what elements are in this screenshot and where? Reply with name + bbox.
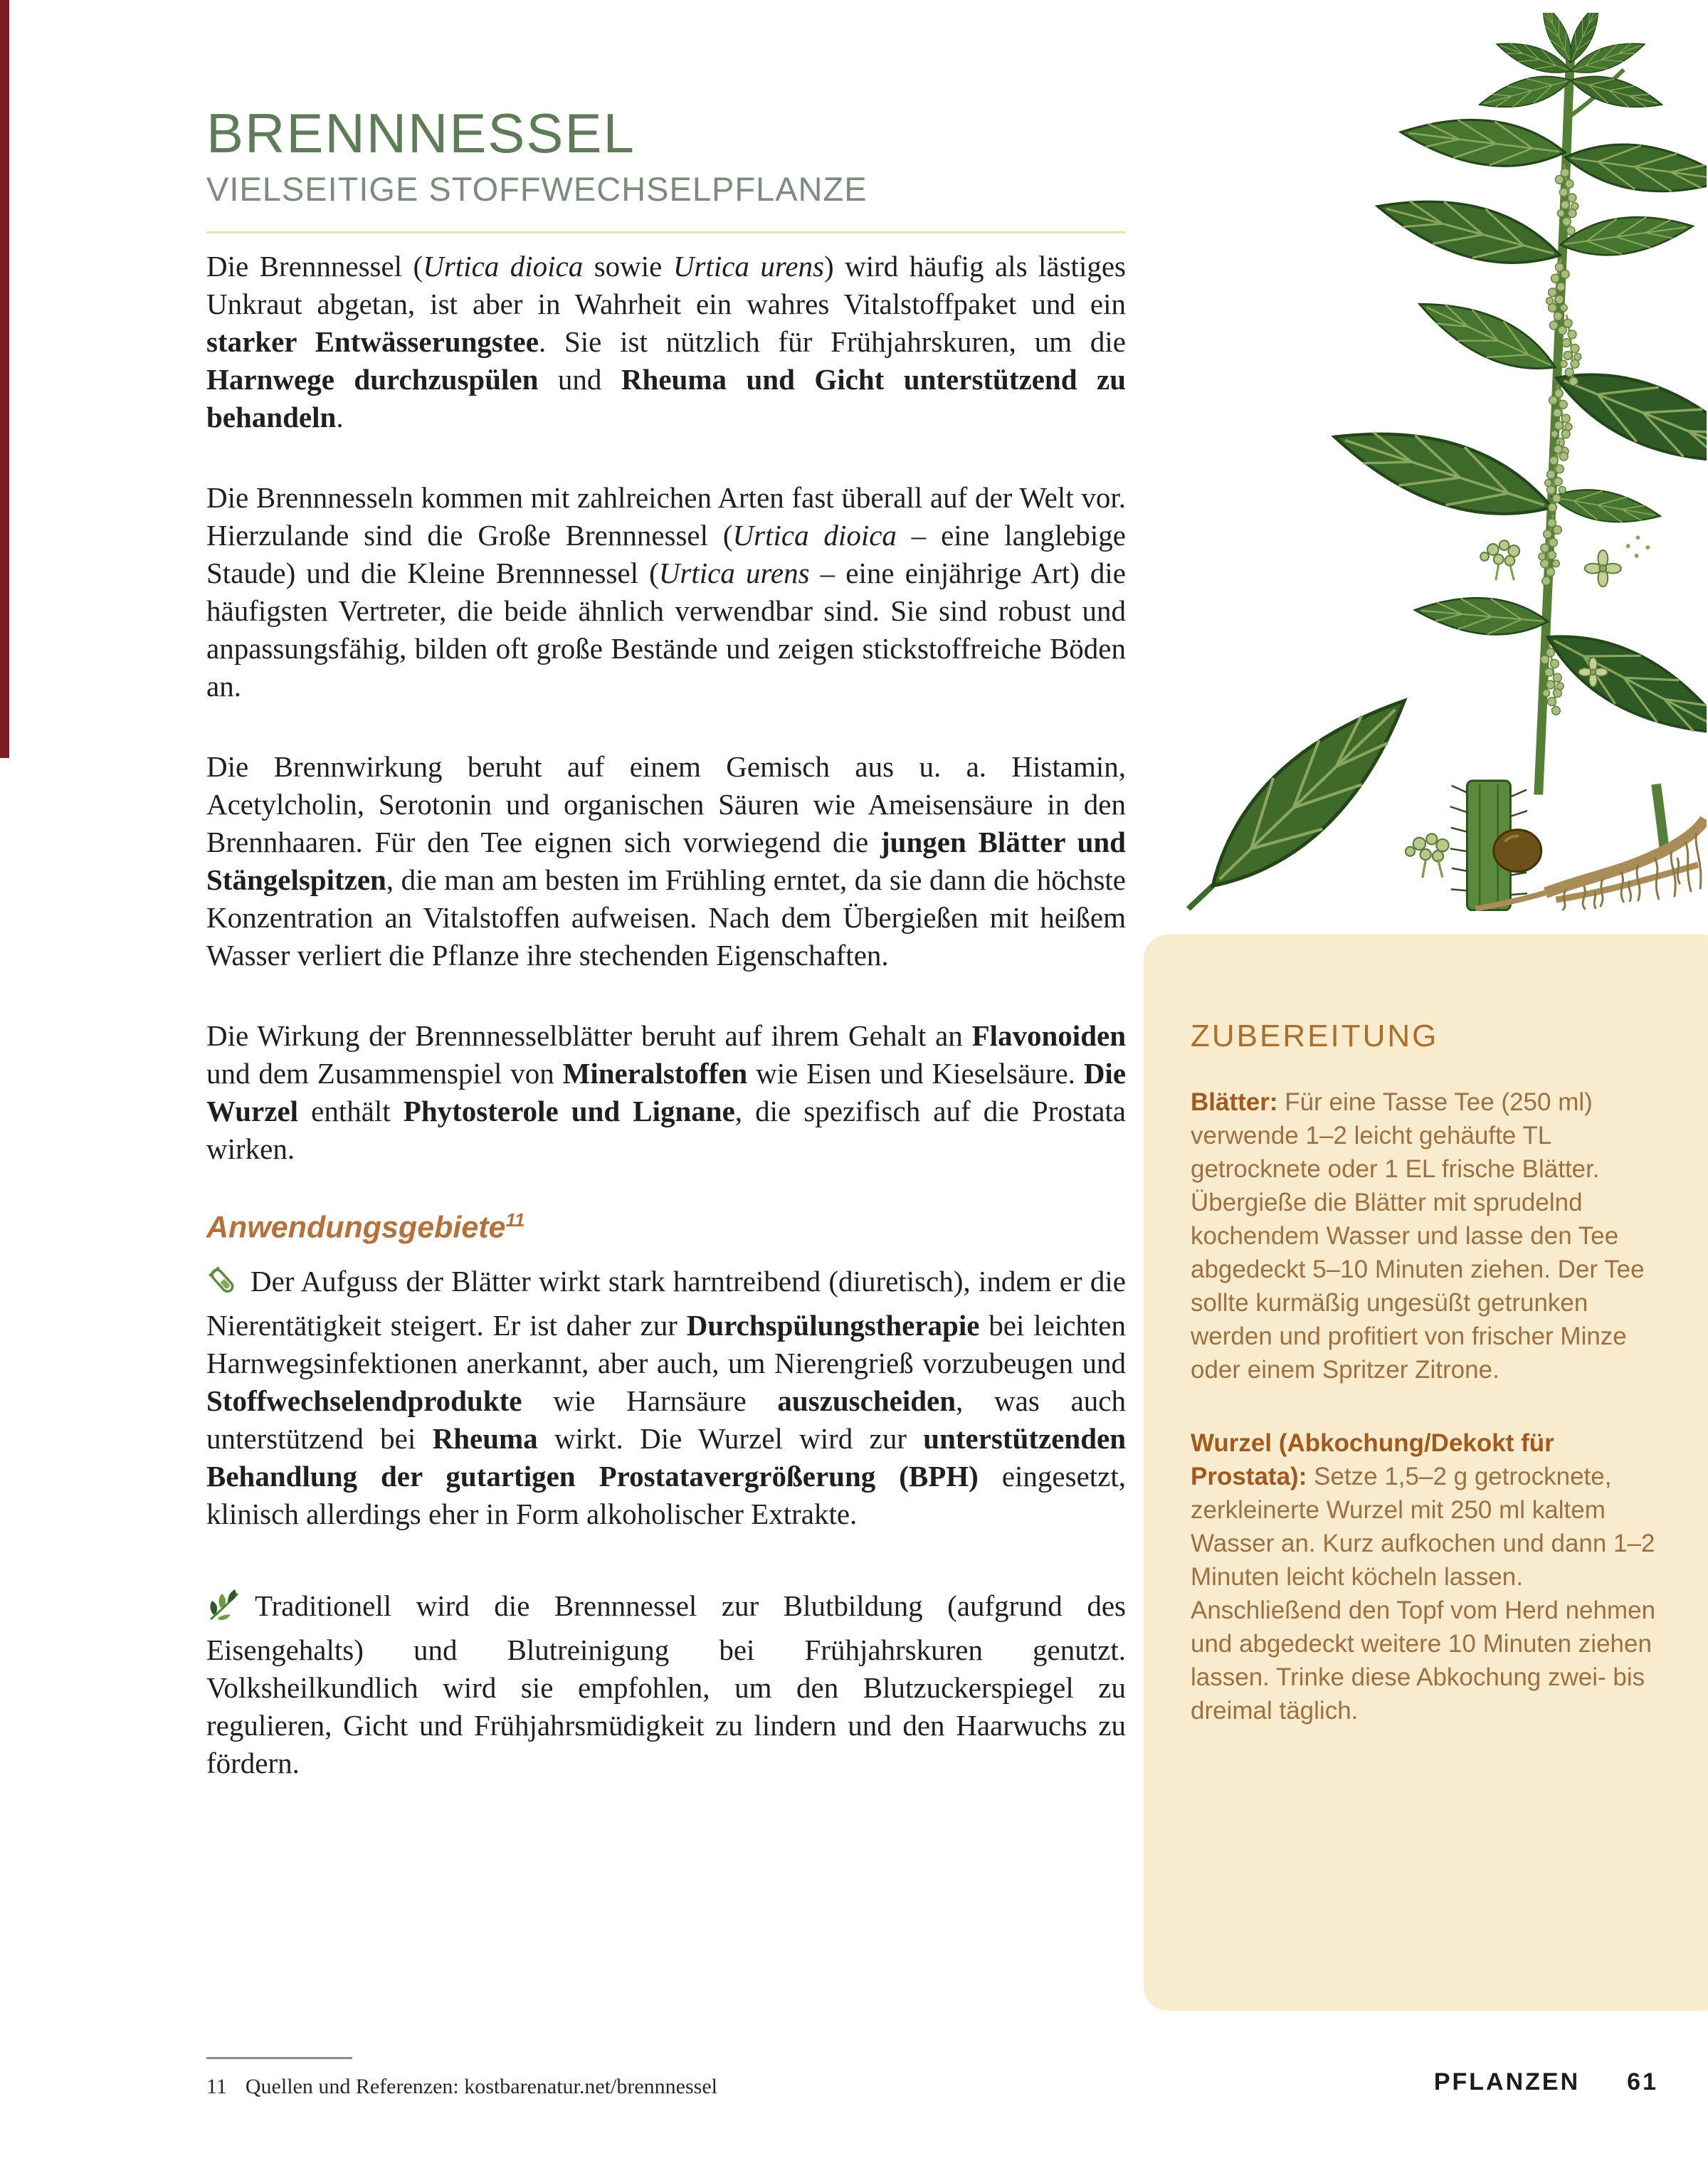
test-tube-icon [206, 1265, 239, 1307]
footnote [206, 2057, 717, 2099]
detached-leaf [1188, 675, 1429, 911]
footnote-text: Quellen und Referenzen: kostbarenatur.net/brennnessel [245, 2075, 717, 2098]
seed [1494, 830, 1541, 872]
body-paragraph: Die Brennnessel (Urtica dioica sowie Urtica urens) wird häufig als lästiges Unkraut abgetan, ist aber in Wahrheit ein wahres Vitalstoffpaket und ein starker Entwässerungstee. Sie ist nützlich für Frühjahrskuren, um die Harnwege durchzuspülen und Rheuma und Gicht unterstützend zu behandeln. [206, 250, 1127, 433]
section-heading-text: Anwendungsgebiete [206, 1210, 506, 1245]
body-paragraph: Der Aufguss der Blätter wirkt stark harntreibend (diuretisch), indem er die Nierentätigkeit steigert. Er ist daher zur Durchspülungstherapie bei leichten Harnwegsinfektionen anerkannt, aber auch, um Nierengrieß vorzubeugen und Stoffwechselendprodukte wie Harnsäure auszuscheiden, was auch unterstützend bei Rheuma wirkt. Die Wurzel wird zur unterstützenden Behandlung der gutartigen Prostatavergrößerung (BPH) eingesetzt, klinisch allerdings eher in Form alkoholischer Extrakte. [206, 1265, 1126, 1531]
preparation-box [1144, 935, 1708, 2011]
nettle-plant-main-stem [1325, 13, 1707, 794]
article-column [206, 102, 1127, 1825]
preparation-block-root: Wurzel (Abkochung/Dekokt für Prostata): Setze 1,5–2 g getrocknete, zerkleinerte Wurzel mit 250 ml kaltem Wasser an. Kurz aufkochen und dann 1–2 Minuten leicht köcheln lassen. Anschließend den Topf vom Herd nehmen und abgedeckt weitere 10 Minuten ziehen lassen. Trinke diese Abkochung zwei- bis dreimal täglich. [1191, 1429, 1656, 1725]
footnote-number: 11 [206, 2075, 227, 2098]
page-subtitle: VIELSEITIGE STOFFWECHSELPFLANZE [206, 170, 868, 208]
footnote-rule [206, 2057, 352, 2059]
body-paragraph: Die Wirkung der Brennnesselblätter beruht auf ihrem Gehalt an Flavonoiden und dem Zusammenspiel von Mineralstoffen wie Eisen und Kieselsäure. Die Wurzel enthält Phytosterole und Lignane, die spezifisch auf die Prostata wirken. [206, 1019, 1127, 1165]
flower-details [1406, 535, 1650, 878]
preparation-block-leaves: Blätter: Für eine Tasse Tee (250 ml) verwende 1–2 leicht gehäufte TL getrocknete oder 1 EL frische Blätter. Übergieße die Blätter mit sprudelnd kochendem Wasser und lasse den Tee abgedeckt 5–10 Minuten ziehen. Der Tee sollte kurmäßig ungesüßt getrunken werden und profitiert von frischer Minze oder einem Spritzer Zitrone. [1191, 1088, 1645, 1384]
section-heading-anwendungsgebiete [206, 1211, 1126, 1243]
preparation-heading: ZUBEREITUNG [1191, 1019, 1439, 1053]
nettle-illustration [1174, 13, 1707, 911]
body-paragraph: Die Brennnesseln kommen mit zahlreichen Arten fast überall auf der Welt vor. Hierzulande sind die Große Brennnessel (Urtica dioica – eine langlebige Staude) und die Kleine Brennnessel (Urtica urens – eine einjährige Art) die häufigsten Vertreter, die beide ähnlich verwendbar sind. Sie sind robust und anpassungsfähig, bilden oft große Bestände und zeigen stickstoffreiche Böden an. [206, 481, 1127, 703]
page-edge-red-strip [0, 0, 9, 758]
leaf-sprig-icon [206, 1588, 243, 1631]
body-paragraph: Traditionell wird die Brennnessel zur Blutbildung (aufgrund des Eisengehalts) und Blutreinigung bei Frühjahrskuren genutzt. Volksheilkundlich wird sie empfohlen, um den Blutzuckerspiegel zu regulieren, Gicht und Frühjahrsmüdigkeit zu lindern und den Haarwuchs zu fördern. [206, 1589, 1126, 1780]
title-divider [206, 231, 1126, 233]
preparation-lead: Blätter: [1191, 1088, 1278, 1116]
page-footer [1434, 2068, 1658, 2096]
body-paragraph: Die Brennwirkung beruht auf einem Gemisch aus u. a. Histamin, Acetylcholin, Serotonin und organischen Säuren wie Ameisensäure in den Brennhaaren. Für den Tee eignen sich vorwiegend die jungen Blätter und Stängelspitzen, die man am besten im Frühling erntet, da sie dann die höchste Konzentration an Vitalstoffen aufweisen. Nach dem Übergießen mit heißem Wasser verliert die Pflanze ihre stechenden Eigenschaften. [206, 750, 1126, 972]
footer-section-label: PFLANZEN [1433, 2068, 1581, 2095]
page-title: BRENNNESSEL [206, 102, 636, 164]
preparation-lead: Wurzel (Abkochung/Dekokt für Prostata): [1191, 1429, 1554, 1490]
page-number: 61 [1627, 2068, 1658, 2095]
footnote-marker: 11 [505, 1209, 525, 1231]
